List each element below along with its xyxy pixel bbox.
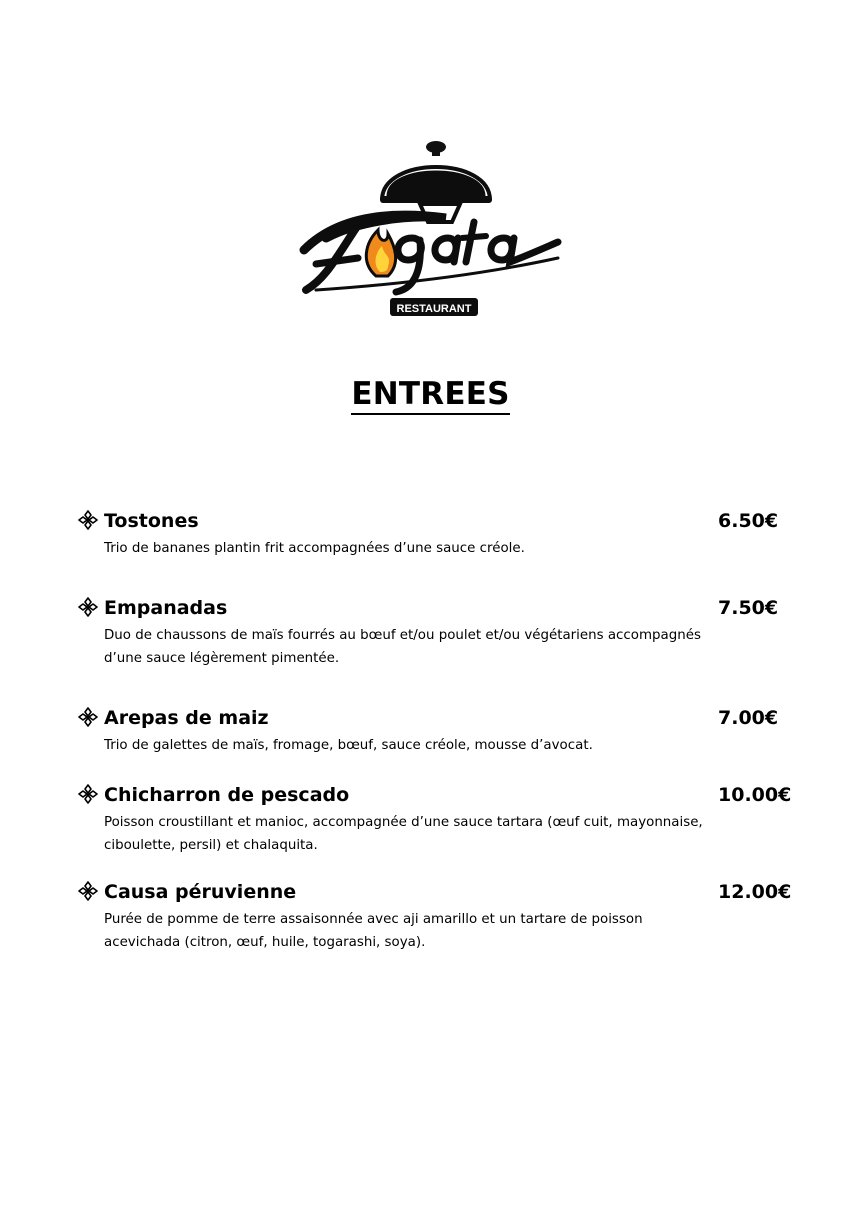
menu-item-description: Purée de pomme de terre assaisonnée avec aji amarillo et un tartare de poisson acevichada (citron, œuf, huile, togarashi, soya). <box>104 912 643 950</box>
menu-item-description: Trio de bananes plantin frit accompagnées d’une sauce créole. <box>104 541 525 556</box>
four-diamond-bullet-icon <box>78 510 98 530</box>
menu-item-name: Causa péruvienne <box>104 881 297 903</box>
section-title-text: ENTREES <box>351 376 509 415</box>
menu-item-price: 7.50€ <box>718 597 779 619</box>
menu-item-price: 12.00€ <box>718 881 792 903</box>
menu-item-header <box>78 782 798 808</box>
menu-item-description: Poisson croustillant et manioc, accompagnée d’une sauce tartara (œuf cuit, mayonnaise, ciboulette, persil) et chalaquita. <box>104 815 703 853</box>
four-diamond-bullet-icon <box>78 597 98 617</box>
menu-item-name: Empanadas <box>104 597 228 619</box>
four-diamond-bullet-icon <box>78 784 98 804</box>
menu-item-header <box>78 595 798 621</box>
menu-item-name: Chicharron de pescado <box>104 784 350 806</box>
menu-item-price: 7.00€ <box>718 707 779 729</box>
menu-item-header <box>78 508 798 534</box>
restaurant-logo <box>296 138 568 322</box>
menu-item-price: 6.50€ <box>718 510 779 532</box>
menu-item <box>78 508 798 561</box>
menu-item-name: Arepas de maiz <box>104 707 269 729</box>
cloche-flame-logo-icon <box>296 138 568 322</box>
menu-item <box>78 705 798 758</box>
menu-item <box>78 782 798 857</box>
menu-item-header <box>78 705 798 731</box>
logo-subtitle: RESTAURANT <box>396 303 472 315</box>
menu-item-description: Duo de chaussons de maïs fourrés au bœuf et/ou poulet et/ou végétariens accompagnés d’une sauce légèrement pimentée. <box>104 628 701 666</box>
menu-item-description: Trio de galettes de maïs, fromage, bœuf, sauce créole, mousse d’avocat. <box>104 738 593 753</box>
menu-item-name: Tostones <box>104 510 199 532</box>
menu-item <box>78 595 798 670</box>
four-diamond-bullet-icon <box>78 881 98 901</box>
four-diamond-bullet-icon <box>78 707 98 727</box>
menu-item-price: 10.00€ <box>718 784 792 806</box>
section-title <box>0 374 861 414</box>
menu-item-header <box>78 879 798 905</box>
menu-item <box>78 879 798 954</box>
